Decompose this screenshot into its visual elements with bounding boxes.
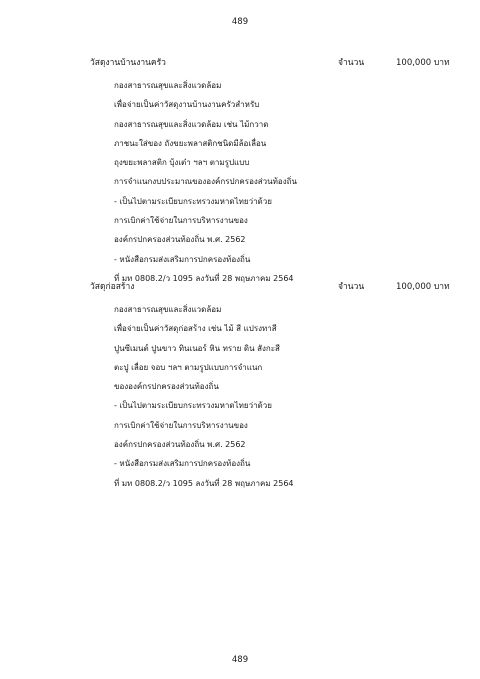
section-construction-supplies: [0, 279, 480, 493]
description-line: ตะปู เลื่อย จอบ ฯลฯ ตามรูปแบบการจำแนก: [114, 362, 263, 372]
description-line: ปูนซีเมนต์ ปูนขาว ทินเนอร์ หิน ทราย ดิน สังกะสี: [114, 343, 280, 353]
description-line: องค์กรปกครองส่วนท้องถิ่น พ.ศ. 2562: [114, 235, 246, 245]
quantity-label: จำนวน: [338, 58, 365, 68]
description-line: - หนังสือกรมส่งเสริมการปกครองท้องถิ่น: [114, 254, 251, 264]
section-header: [0, 55, 480, 71]
description-line: ที่ มท 0808.2/ว 1095 ลงวันที่ 28 พฤษภาคม 2564: [114, 273, 294, 283]
description-line: - เป็นไปตามระเบียบกระทรวงมหาดไทยว่าด้วย: [114, 401, 272, 411]
section-description: [114, 300, 334, 493]
description-line: กองสาธารณสุขและสิ่งแวดล้อม: [114, 305, 222, 314]
description-line: ที่ มท 0808.2/ว 1095 ลงวันที่ 28 พฤษภาคม 2564: [114, 478, 294, 488]
amount-value: 100,000 บาท: [396, 282, 450, 292]
description-line: การจำแนกงบประมาณขององค์กรปกครองส่วนท้องถิ่น: [114, 177, 297, 187]
section-title: วัสดุก่อสร้าง: [90, 282, 135, 292]
section-header: [0, 279, 480, 295]
description-line: - เป็นไปตามระเบียบกระทรวงมหาดไทยว่าด้วย: [114, 196, 272, 206]
amount-value: 100,000 บาท: [396, 58, 450, 68]
description-line: เพื่อจ่ายเป็นค่าวัสดุก่อสร้าง เช่น ไม้ สี แปรงทาสี: [114, 324, 277, 334]
description-line: กองสาธารณสุขและสิ่งแวดล้อม เช่น ไม้กวาด: [114, 119, 269, 129]
description-line: กองสาธารณสุขและสิ่งแวดล้อม: [114, 81, 222, 90]
page-number-bottom: 489: [231, 655, 249, 665]
description-line: เพื่อจ่ายเป็นค่าวัสดุงานบ้านงานครัวสำหรับ: [114, 100, 260, 110]
section-description: [114, 76, 334, 288]
description-line: ขององค์กรปกครองส่วนท้องถิ่น: [114, 382, 219, 392]
quantity-label: จำนวน: [338, 282, 365, 292]
section-household-supplies: [0, 55, 480, 288]
description-line: ถุงขยะพลาสติก บุ้งเต๋า ฯลฯ ตามรูปแบบ: [114, 158, 250, 168]
section-title: วัสดุงานบ้านงานครัว: [90, 58, 166, 68]
description-line: การเบิกค่าใช้จ่ายในการบริหารงานของ: [114, 420, 248, 430]
description-line: ภาชนะใส่ของ ถังขยะพลาสติกชนิดมีล้อเลื่อน: [114, 138, 267, 148]
description-line: - หนังสือกรมส่งเสริมการปกครองท้องถิ่น: [114, 459, 251, 469]
description-line: องค์กรปกครองส่วนท้องถิ่น พ.ศ. 2562: [114, 440, 246, 450]
page-number-top: 489: [231, 17, 249, 27]
description-line: การเบิกค่าใช้จ่ายในการบริหารงานของ: [114, 216, 248, 226]
